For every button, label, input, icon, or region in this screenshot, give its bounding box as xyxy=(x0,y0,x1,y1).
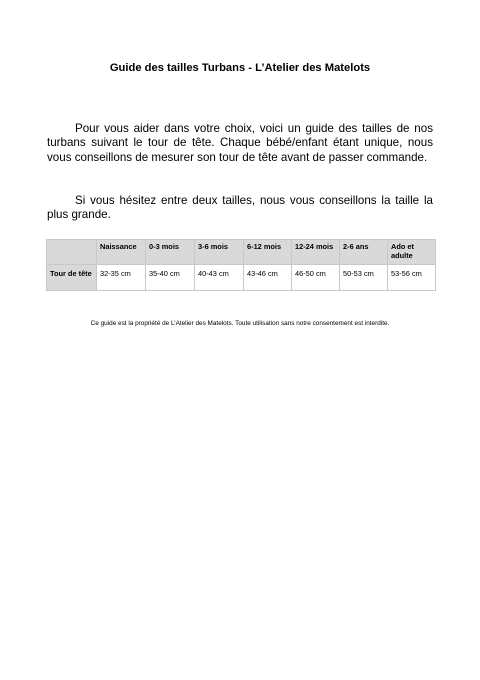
cell-0-3-mois: 35-40 cm xyxy=(146,265,195,291)
header-naissance: Naissance xyxy=(97,240,146,265)
header-0-3-mois: 0-3 mois xyxy=(146,240,195,265)
cell-ado-adulte: 53-56 cm xyxy=(388,265,436,291)
cell-3-6-mois: 40-43 cm xyxy=(195,265,244,291)
header-2-6-ans: 2-6 ans xyxy=(340,240,388,265)
header-6-12-mois: 6-12 mois xyxy=(244,240,292,265)
table-row xyxy=(47,265,436,291)
cell-6-12-mois: 43-46 cm xyxy=(244,265,292,291)
header-12-24-mois: 12-24 mois xyxy=(292,240,340,265)
intro-paragraph: Pour vous aider dans votre choix, voici un guide des tailles de nos turbans suivant le tour de tête. Chaque bébé/enfant étant unique, nous vous conseillons de mesurer son tour de tête avant de passer commande. xyxy=(47,121,433,164)
document-title: Guide des tailles Turbans - L’Atelier des Matelots xyxy=(109,62,371,74)
cell-2-6-ans: 50-53 cm xyxy=(340,265,388,291)
header-ado-adulte: Ado et adulte xyxy=(388,240,436,265)
cell-naissance: 32-35 cm xyxy=(97,265,146,291)
row-label-tour-de-tete: Tour de tête xyxy=(47,265,97,291)
cell-12-24-mois: 46-50 cm xyxy=(292,265,340,291)
footnote: Ce guide est la propriété de L’Atelier des Matelots. Toute utilisation sans notre consentement est interdite. xyxy=(90,320,390,327)
advice-paragraph: Si vous hésitez entre deux tailles, nous vous conseillons la taille la plus grande. xyxy=(47,193,433,222)
table-header-row xyxy=(47,240,436,265)
table-corner-cell xyxy=(47,240,97,265)
size-table xyxy=(46,239,436,291)
header-3-6-mois: 3-6 mois xyxy=(195,240,244,265)
